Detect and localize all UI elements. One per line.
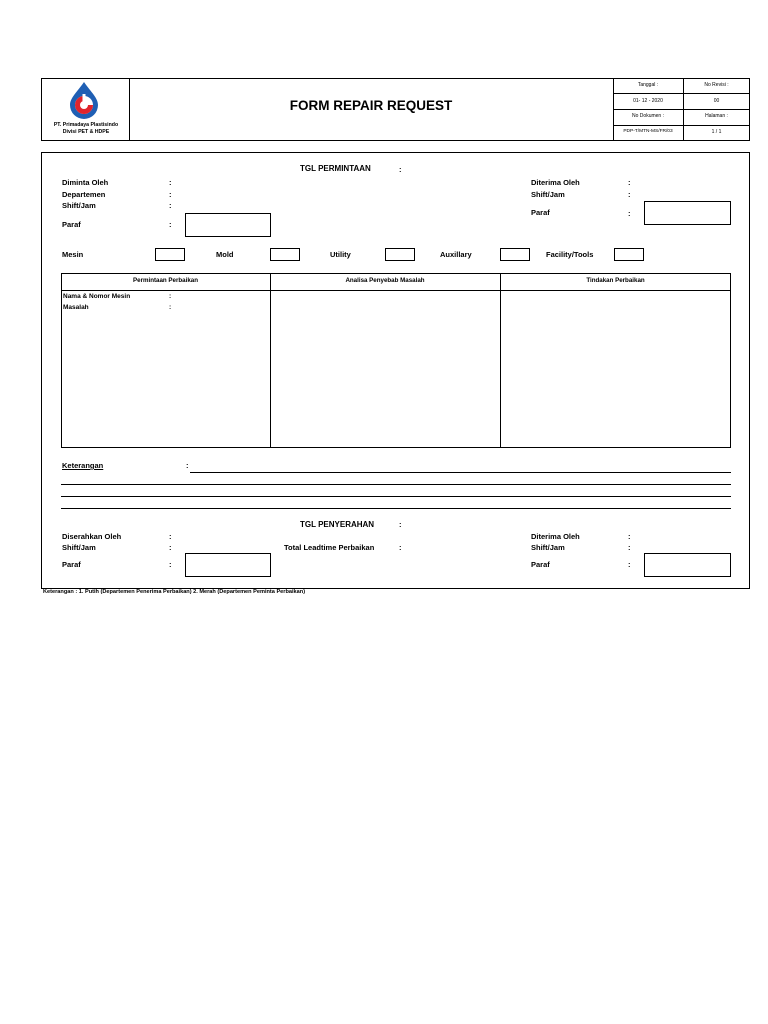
handover-paraf-colon: : [169,560,172,569]
nama-nomor-mesin-colon: : [169,293,172,300]
masalah-label: Masalah [63,304,89,311]
tgl-penyerahan-label: TGL PENYERAHAN [300,520,375,529]
category-auxillary-label: Auxillary [440,250,472,259]
total-leadtime-colon: : [399,543,402,552]
handover-diterima-oleh-colon: : [628,532,631,541]
no-revisi-value: 00 [713,98,720,104]
shift-jam-right-colon: : [628,190,631,199]
shift-jam-label: Shift/Jam [62,201,96,210]
table-header-analisa: Analisa Penyebab Masalah [345,277,425,284]
category-auxillary-checkbox[interactable] [500,248,530,261]
category-mold-checkbox[interactable] [270,248,300,261]
diterima-oleh-label: Diterima Oleh [531,178,580,187]
no-revisi-label: No Revisi : [704,82,729,88]
header-row-line-1 [613,93,750,94]
handover-paraf-label: Paraf [62,560,81,569]
table-header-tindakan: Tindakan Perbaikan [586,277,645,284]
shift-jam-colon: : [169,201,172,210]
keterangan-line-2[interactable] [61,484,731,485]
paraf-right-colon: : [628,209,631,218]
diserahkan-oleh-colon: : [169,532,172,541]
table-header-permintaan: Permintaan Perbaikan [133,277,198,284]
category-mesin-checkbox[interactable] [155,248,185,261]
departemen-label: Departemen [62,190,106,199]
keterangan-colon: : [186,461,189,470]
category-facility-label: Facility/Tools [546,250,594,259]
keterangan-line-4[interactable] [61,508,731,509]
keterangan-label: Keterangan [62,461,104,470]
footer-note: Keterangan : 1. Putih (Departemen Penerima Perbaikan) 2. Merah (Departemen Peminta Perbaikan) [43,589,306,595]
handover-shift-jam-label: Shift/Jam [62,543,96,552]
category-mesin-label: Mesin [62,250,84,259]
tgl-permintaan-label: TGL PERMINTAAN [300,164,371,173]
tanggal-value: 01- 12 - 2020 [633,98,663,104]
no-dokumen-value: PDP-T/MTN-MS/FR/03 [623,129,673,134]
handover-paraf-right-colon: : [628,560,631,569]
form-title: FORM REPAIR REQUEST [289,98,453,113]
handover-paraf-signature-box[interactable] [185,553,271,577]
company-logo [64,80,104,120]
handover-shift-jam-right-colon: : [628,543,631,552]
keterangan-line-3[interactable] [61,496,731,497]
total-leadtime-label: Total Leadtime Perbaikan [284,543,375,552]
company-division: Divisi PET & HDPE [62,129,110,135]
handover-diterima-oleh-label: Diterima Oleh [531,532,580,541]
halaman-label: Halaman : [705,113,728,119]
handover-paraf-right-label: Paraf [531,560,550,569]
diterima-oleh-colon: : [628,178,631,187]
halaman-value: 1 / 1 [711,129,722,135]
header-row-line-3 [613,125,750,126]
repair-table-col-divider-2 [500,273,501,448]
masalah-colon: : [169,304,172,311]
shift-jam-right-label: Shift/Jam [531,190,565,199]
paraf-right-signature-box[interactable] [644,201,731,225]
repair-table [61,273,731,448]
paraf-colon: : [169,220,172,229]
repair-table-header-line [61,290,731,291]
no-dokumen-label: No Dokumen : [632,113,664,119]
handover-paraf-right-signature-box[interactable] [644,553,731,577]
category-facility-checkbox[interactable] [614,248,644,261]
category-mold-label: Mold [216,250,234,259]
tgl-permintaan-colon: : [399,165,402,174]
company-name: PT. Primadaya Plastisindo [53,122,119,128]
paraf-label: Paraf [62,220,81,229]
paraf-signature-box[interactable] [185,213,271,237]
tanggal-label: Tanggal : [637,82,659,88]
keterangan-line-1[interactable] [190,472,731,473]
diserahkan-oleh-label: Diserahkan Oleh [62,532,122,541]
handover-shift-jam-right-label: Shift/Jam [531,543,565,552]
diminta-oleh-label: Diminta Oleh [62,178,109,187]
nama-nomor-mesin-label: Nama & Nomor Mesin [63,293,131,300]
repair-table-col-divider-1 [270,273,271,448]
departemen-colon: : [169,190,172,199]
diminta-oleh-colon: : [169,178,172,187]
header-row-line-2 [613,109,750,110]
tgl-penyerahan-colon: : [399,520,402,529]
paraf-right-label: Paraf [531,208,550,217]
category-utility-label: Utility [330,250,351,259]
category-utility-checkbox[interactable] [385,248,415,261]
handover-shift-jam-colon: : [169,543,172,552]
